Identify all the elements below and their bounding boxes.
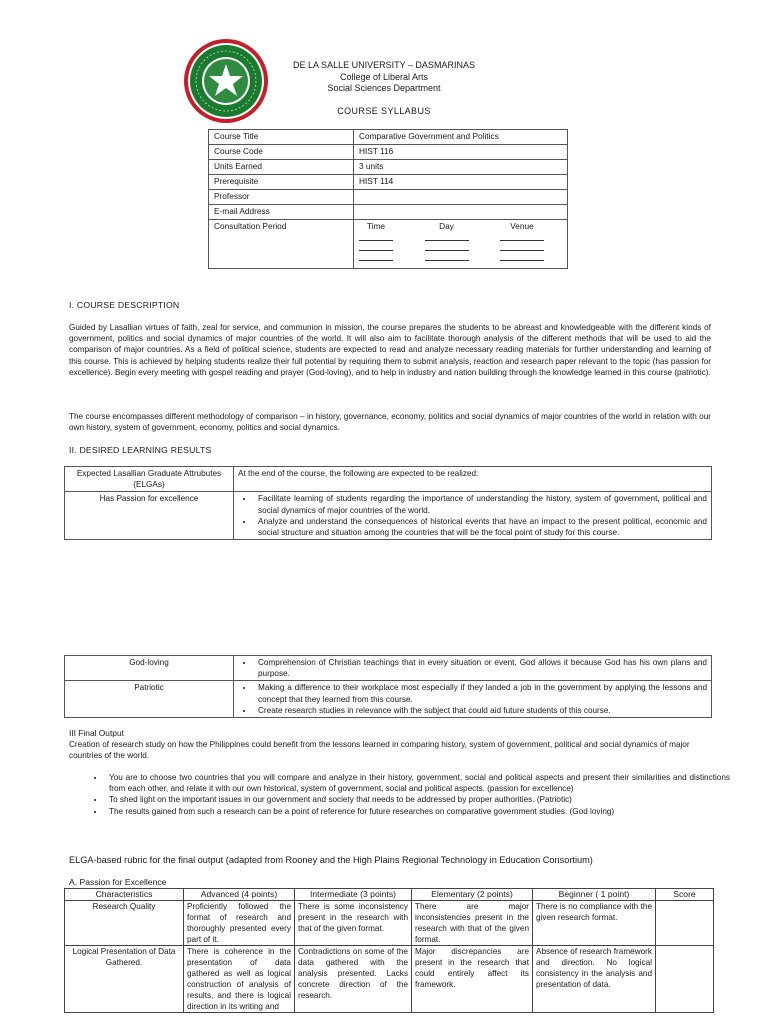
info-row bbox=[209, 205, 568, 220]
info-value: HIST 116 bbox=[354, 145, 568, 160]
elga-row bbox=[65, 681, 712, 718]
rubric-cell: There is some inconsistency present in the research with that of the given format. bbox=[295, 901, 412, 946]
info-label: Course Title bbox=[209, 130, 354, 145]
elga-attribute: Patriotic bbox=[65, 681, 234, 718]
consultation-row bbox=[209, 220, 568, 269]
elga-row bbox=[65, 492, 712, 540]
info-row bbox=[209, 190, 568, 205]
document-title: COURSE SYLLABUS bbox=[337, 106, 431, 116]
blank-line bbox=[500, 241, 544, 251]
elga-outcomes bbox=[234, 681, 712, 718]
rubric-header: Score bbox=[656, 889, 714, 901]
course-description-paragraph: Guided by Lasallian virtues of faith, zeal for service, and communion in mission, the course prepares the students to be abreast and knowledgeable with the different kinds of government, politics and social dynamics of major countries of the world. It will also aim to facilitate thorough analysis of the different methods that will be used to aid the comparison of major countries. As a field of political science, students are expected to read and analyze necessary reading materials for further understanding and learning of this course. This is achieved by helping students realize their full potential by requiring them to submit analysis, reaction and research paper relevant to the topic (has passion for excellence). Begin every meeting with gospel reading and prayer (God-loving), and to help in industry and nation building through the knowledge learned in this course (patriotic). bbox=[69, 323, 711, 377]
elga-table-continued bbox=[64, 655, 712, 718]
info-value bbox=[354, 190, 568, 205]
elga-column-header: At the end of the course, the following are expected to be realized: bbox=[234, 467, 712, 492]
rubric-row bbox=[65, 946, 714, 1013]
rubric-header-row bbox=[65, 889, 714, 901]
course-info-table bbox=[208, 129, 568, 269]
rubric-cell: There is coherence in the presentation of data gathered as well as logical construction of analysis of results, and there is logical direction in its writing and bbox=[184, 946, 295, 1013]
info-label: E-mail Address bbox=[209, 205, 354, 220]
rubric-characteristic: Research Quality bbox=[65, 901, 184, 946]
consultation-time-column bbox=[359, 221, 393, 261]
elga-row bbox=[65, 656, 712, 681]
elga-column-header: Expected Lasallian Graduate Attrubutes (ELGAs) bbox=[65, 467, 234, 492]
list-item: • Making a difference to their workplace most especially if they landed a job in the government by applying the lessons and concept that they learned from this course. bbox=[254, 682, 707, 704]
blank-line bbox=[500, 231, 544, 241]
rubric-header: Characteristics bbox=[65, 889, 184, 901]
list-item: • Comprehension of Christian teachings that in every situation or event, God allows it because God has his own plans and purpose. bbox=[254, 657, 707, 679]
elga-table bbox=[64, 466, 712, 540]
elga-outcomes bbox=[234, 492, 712, 540]
list-item: • Create research studies in relevance with the subject that could aid future students of this course. bbox=[254, 705, 707, 716]
rubric-table bbox=[64, 888, 714, 1013]
blank-line bbox=[425, 251, 469, 261]
info-value: 3 units bbox=[354, 160, 568, 175]
elga-attribute: God-loving bbox=[65, 656, 234, 681]
rubric-header: Advanced (4 points) bbox=[184, 889, 295, 901]
blank-line bbox=[359, 241, 393, 251]
info-row bbox=[209, 130, 568, 145]
blank-line bbox=[359, 231, 393, 241]
rubric-header: Intermediate (3 points) bbox=[295, 889, 412, 901]
list-item: • Facilitate learning of students regarding the importance of understanding the history, system of government, political and social dynamics of major countries of the world. bbox=[254, 493, 707, 515]
list-item: • You are to choose two countries that you will compare and analyze in their history, government, social and political aspects and present their similarities and distinctions from each other, and relate it with our own historical, system of government, social and political aspects. (passion for excellence) bbox=[105, 772, 730, 794]
consultation-col-label: Venue bbox=[510, 221, 534, 231]
info-label: Prerequisite bbox=[209, 175, 354, 190]
department-name: Social Sciences Department bbox=[327, 83, 441, 93]
list-item: • The results gained from such a research can be a point of reference for future researches on comparative government studies. (God loving) bbox=[105, 806, 730, 817]
final-output-intro: Creation of research study on how the Philippines could benefit from the lessons learned in comparing history, system of government, political and social dynamics of major countries of the world. bbox=[69, 740, 690, 761]
rubric-row bbox=[65, 901, 714, 946]
consultation-col-label: Time bbox=[366, 221, 386, 231]
info-value: Comparative Government and Politics bbox=[354, 130, 568, 145]
university-header bbox=[240, 60, 528, 95]
elga-header-row bbox=[65, 467, 712, 492]
university-name: DE LA SALLE UNIVERSITY – DASMARINAS bbox=[293, 60, 475, 70]
list-item: • To shed light on the important issues in our government and society that needs to be addressed by proper authorities. (Patriotic) bbox=[105, 794, 730, 805]
consultation-schedule bbox=[354, 220, 568, 269]
rubric-characteristic: Logical Presentation of Data Gathered. bbox=[65, 946, 184, 1013]
course-description-paragraph: The course encompasses different methodology of comparison – in history, governance, economy, politics and social dynamics of major countries of the world in relation with our own history, system of government, economy, politics and social dynamics. bbox=[69, 412, 711, 433]
rubric-score-cell bbox=[656, 901, 714, 946]
info-value bbox=[354, 205, 568, 220]
info-row bbox=[209, 175, 568, 190]
info-row bbox=[209, 145, 568, 160]
info-label: Course Code bbox=[209, 145, 354, 160]
rubric-cell: Contradictions on some of the data gathered with the analysis presented. Lacks concrete direction of the research. bbox=[295, 946, 412, 1013]
rubric-cell: There are major inconsistencies present in the research with that of the given format. bbox=[412, 901, 533, 946]
rubric-intro: ELGA-based rubric for the final output (adapted from Rooney and the High Plains Regional Technology in Education Consortium) bbox=[69, 855, 593, 865]
blank-line bbox=[425, 231, 469, 241]
blank-line bbox=[425, 241, 469, 251]
college-name: College of Liberal Arts bbox=[339, 71, 429, 82]
rubric-cell: Absence of research framework and direction. No logical consistency in the analysis and presentation of data. bbox=[533, 946, 656, 1013]
elga-attribute: Has Passion for excellence bbox=[65, 492, 234, 540]
blank-line bbox=[500, 251, 544, 261]
final-output-heading: III Final Output bbox=[69, 728, 124, 738]
rubric-header: Beginner ( 1 point) bbox=[533, 889, 656, 901]
course-description-heading: I. COURSE DESCRIPTION bbox=[69, 300, 180, 310]
rubric-cell: There is no compliance with the given research format. bbox=[533, 901, 656, 946]
final-output-list bbox=[86, 772, 730, 817]
list-item: • Analyze and understand the consequences of historical events that have an impact to the present political, economic and social structure and situation among the countries that will be the focal point of study for this course. bbox=[254, 516, 707, 538]
info-label: Consultation Period bbox=[209, 220, 354, 269]
learning-results-heading: II. DESIRED LEARNING RESULTS bbox=[69, 445, 212, 455]
consultation-venue-column bbox=[500, 221, 544, 261]
rubric-cell: Proficiently followed the format of research and thoroughly presented every part of it. bbox=[184, 901, 295, 946]
rubric-score-cell bbox=[656, 946, 714, 1013]
blank-line bbox=[359, 251, 393, 261]
elga-outcomes bbox=[234, 656, 712, 681]
rubric-header: Elementary (2 points) bbox=[412, 889, 533, 901]
consultation-col-label: Day bbox=[439, 221, 454, 231]
rubric-cell: Major discrepancies are present in the research that could entirely affect its framework. bbox=[412, 946, 533, 1013]
info-label: Professor bbox=[209, 190, 354, 205]
info-label: Units Earned bbox=[209, 160, 354, 175]
rubric-section-heading: A. Passion for Excellence bbox=[69, 877, 167, 887]
consultation-day-column bbox=[425, 221, 469, 261]
info-value: HIST 114 bbox=[354, 175, 568, 190]
info-row bbox=[209, 160, 568, 175]
